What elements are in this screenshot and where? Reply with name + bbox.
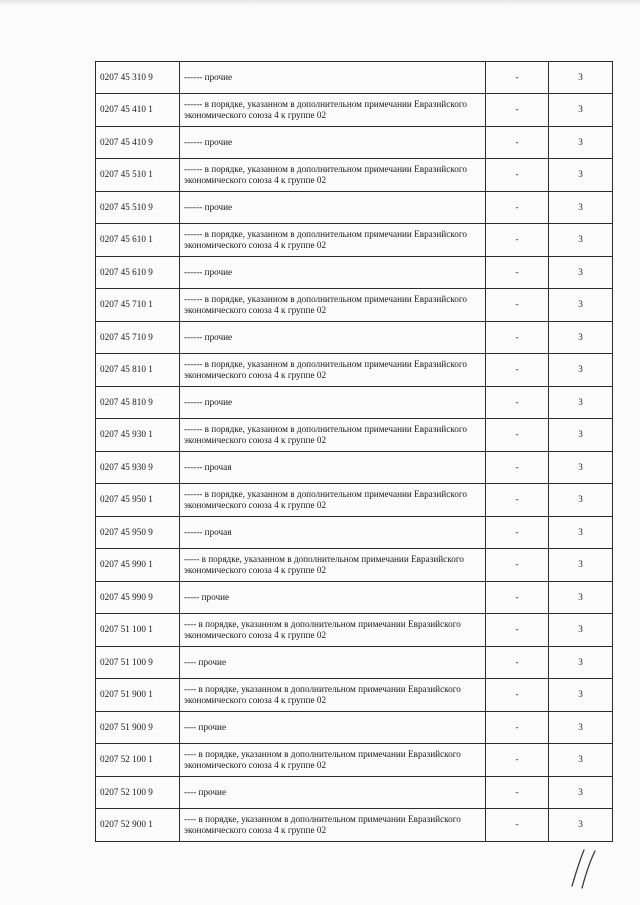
rate-value: - — [486, 517, 549, 549]
commodity-description: ------ в порядке, указанном в дополнительном примечании Евразийского экономического союза 4 к группе 02 — [180, 289, 486, 322]
commodity-code: 0207 45 610 1 — [96, 224, 180, 257]
commodity-description: ---- в порядке, указанном в дополнительном примечании Евразийского экономического союза 4 к группе 02 — [180, 614, 486, 647]
rate-value: - — [486, 94, 549, 127]
commodity-code: 0207 45 810 1 — [96, 354, 180, 387]
commodity-code: 0207 52 100 1 — [96, 744, 180, 777]
duty-value: 3 — [549, 192, 613, 224]
table-row — [96, 452, 613, 484]
duty-value: 3 — [549, 419, 613, 452]
rate-value: - — [486, 387, 549, 419]
duty-value: 3 — [549, 159, 613, 192]
table-row — [96, 582, 613, 614]
commodity-description: ----- в порядке, указанном в дополнительном примечании Евразийского экономического союза 4 к группе 02 — [180, 549, 486, 582]
commodity-code: 0207 51 100 9 — [96, 647, 180, 679]
rate-value: - — [486, 452, 549, 484]
table-row — [96, 679, 613, 712]
rate-value: - — [486, 777, 549, 809]
duty-value: 3 — [549, 679, 613, 712]
table-row — [96, 322, 613, 354]
rate-value: - — [486, 289, 549, 322]
tariff-table-body — [96, 62, 613, 842]
duty-value: 3 — [549, 777, 613, 809]
rate-value: - — [486, 679, 549, 712]
table-row — [96, 289, 613, 322]
table-row — [96, 809, 613, 842]
duty-value: 3 — [549, 809, 613, 842]
table-row — [96, 744, 613, 777]
commodity-code: 0207 45 930 9 — [96, 452, 180, 484]
commodity-description: ---- в порядке, указанном в дополнительном примечании Евразийского экономического союза 4 к группе 02 — [180, 744, 486, 777]
commodity-code: 0207 45 410 9 — [96, 127, 180, 159]
table-row — [96, 354, 613, 387]
commodity-description: ------ прочие — [180, 257, 486, 289]
commodity-code: 0207 45 990 9 — [96, 582, 180, 614]
rate-value: - — [486, 159, 549, 192]
table-row — [96, 387, 613, 419]
commodity-description: ------ в порядке, указанном в дополнительном примечании Евразийского экономического союза 4 к группе 02 — [180, 159, 486, 192]
duty-value: 3 — [549, 614, 613, 647]
rate-value: - — [486, 614, 549, 647]
commodity-code: 0207 45 510 1 — [96, 159, 180, 192]
table-row — [96, 127, 613, 159]
table-row — [96, 419, 613, 452]
commodity-code: 0207 52 900 1 — [96, 809, 180, 842]
table-row — [96, 484, 613, 517]
rate-value: - — [486, 582, 549, 614]
commodity-code: 0207 45 410 1 — [96, 94, 180, 127]
commodity-code: 0207 45 310 9 — [96, 62, 180, 94]
rate-value: - — [486, 712, 549, 744]
commodity-description: ------ прочие — [180, 62, 486, 94]
commodity-description: ------ в порядке, указанном в дополнительном примечании Евразийского экономического союза 4 к группе 02 — [180, 224, 486, 257]
duty-value: 3 — [549, 127, 613, 159]
commodity-code: 0207 51 900 9 — [96, 712, 180, 744]
commodity-description: ------ прочие — [180, 387, 486, 419]
commodity-code: 0207 45 610 9 — [96, 257, 180, 289]
table-row — [96, 614, 613, 647]
commodity-code: 0207 52 100 9 — [96, 777, 180, 809]
rate-value: - — [486, 647, 549, 679]
tariff-table — [95, 61, 613, 842]
table-row — [96, 777, 613, 809]
commodity-description: ---- прочие — [180, 712, 486, 744]
rate-value: - — [486, 354, 549, 387]
table-row — [96, 192, 613, 224]
rate-value: - — [486, 419, 549, 452]
commodity-code: 0207 45 510 9 — [96, 192, 180, 224]
rate-value: - — [486, 809, 549, 842]
table-row — [96, 712, 613, 744]
table-row — [96, 647, 613, 679]
duty-value: 3 — [549, 582, 613, 614]
rate-value: - — [486, 127, 549, 159]
rate-value: - — [486, 192, 549, 224]
commodity-description: ------ в порядке, указанном в дополнительном примечании Евразийского экономического союза 4 к группе 02 — [180, 354, 486, 387]
table-row — [96, 224, 613, 257]
duty-value: 3 — [549, 224, 613, 257]
rate-value: - — [486, 549, 549, 582]
commodity-description: ---- прочие — [180, 777, 486, 809]
duty-value: 3 — [549, 289, 613, 322]
commodity-description: ------ прочие — [180, 322, 486, 354]
table-row — [96, 94, 613, 127]
rate-value: - — [486, 257, 549, 289]
commodity-description: ------ прочие — [180, 192, 486, 224]
rate-value: - — [486, 744, 549, 777]
duty-value: 3 — [549, 62, 613, 94]
rate-value: - — [486, 322, 549, 354]
commodity-code: 0207 51 100 1 — [96, 614, 180, 647]
page-edge-shadow — [0, 0, 640, 6]
commodity-code: 0207 45 990 1 — [96, 549, 180, 582]
duty-value: 3 — [549, 484, 613, 517]
commodity-code: 0207 45 710 1 — [96, 289, 180, 322]
table-row — [96, 517, 613, 549]
rate-value: - — [486, 484, 549, 517]
duty-value: 3 — [549, 94, 613, 127]
table-row — [96, 159, 613, 192]
table-row — [96, 257, 613, 289]
commodity-code: 0207 45 950 9 — [96, 517, 180, 549]
duty-value: 3 — [549, 517, 613, 549]
duty-value: 3 — [549, 549, 613, 582]
handwritten-initials-signature — [562, 846, 602, 890]
commodity-description: ------ в порядке, указанном в дополнительном примечании Евразийского экономического союза 4 к группе 02 — [180, 484, 486, 517]
duty-value: 3 — [549, 322, 613, 354]
commodity-description: ---- прочие — [180, 647, 486, 679]
commodity-description: ------ прочая — [180, 452, 486, 484]
commodity-description: ---- в порядке, указанном в дополнительном примечании Евразийского экономического союза 4 к группе 02 — [180, 679, 486, 712]
duty-value: 3 — [549, 387, 613, 419]
commodity-code: 0207 45 810 9 — [96, 387, 180, 419]
commodity-code: 0207 45 930 1 — [96, 419, 180, 452]
commodity-description: ------ в порядке, указанном в дополнительном примечании Евразийского экономического союза 4 к группе 02 — [180, 419, 486, 452]
commodity-description: ----- прочие — [180, 582, 486, 614]
duty-value: 3 — [549, 647, 613, 679]
duty-value: 3 — [549, 257, 613, 289]
duty-value: 3 — [549, 712, 613, 744]
commodity-description: ---- в порядке, указанном в дополнительном примечании Евразийского экономического союза 4 к группе 02 — [180, 809, 486, 842]
table-row — [96, 62, 613, 94]
commodity-description: ------ в порядке, указанном в дополнительном примечании Евразийского экономического союза 4 к группе 02 — [180, 94, 486, 127]
duty-value: 3 — [549, 452, 613, 484]
commodity-code: 0207 51 900 1 — [96, 679, 180, 712]
commodity-code: 0207 45 710 9 — [96, 322, 180, 354]
commodity-description: ------ прочие — [180, 127, 486, 159]
commodity-description: ------ прочая — [180, 517, 486, 549]
commodity-code: 0207 45 950 1 — [96, 484, 180, 517]
rate-value: - — [486, 62, 549, 94]
table-row — [96, 549, 613, 582]
duty-value: 3 — [549, 354, 613, 387]
rate-value: - — [486, 224, 549, 257]
duty-value: 3 — [549, 744, 613, 777]
